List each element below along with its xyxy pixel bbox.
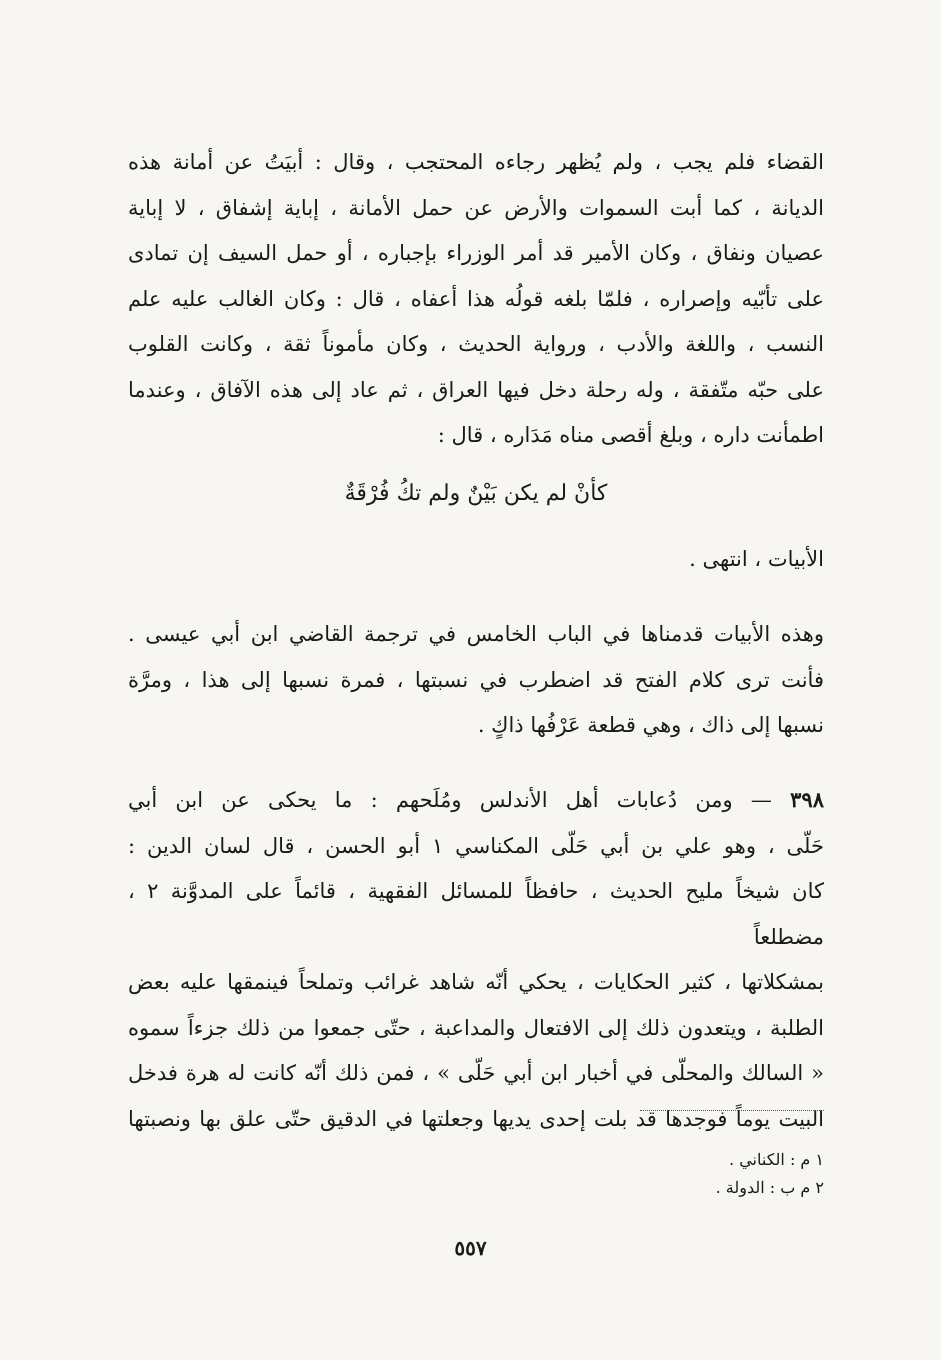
footnote-1: ١ م : الكناني . [729, 1150, 824, 1169]
text-line: عصيان ونفاق ، وكان الأمير قد أمر الوزراء بإجباره ، أو حمل السيف إن تمادى [128, 241, 825, 265]
text-line: النسب ، واللغة والأدب ، ورواية الحديث ، وكان مأموناً ثقة ، وكانت القلوب [128, 332, 824, 356]
paragraph-2 [128, 612, 824, 749]
text-line: « السالك والمحلّى في أخبار ابن أبي حَلّى » ، فمن ذلك أنّه كانت له هرة فدخل [128, 1061, 824, 1085]
text-line: القضاء فلم يجب ، ولم يُظهر رجاءه المحتجب ، وقال : أبيَتُ عن أمانة هذه [128, 150, 824, 174]
text-line: على تأبّيه وإصراره ، فلمّا بلغه قولُه هذا أعفاه ، قال : وكان الغالب عليه علم [128, 286, 824, 311]
text-line: اطمأنت داره ، وبلغ أقصى مناه مَدَاره ، قال : [437, 423, 824, 447]
page-number: ٥٥٧ [454, 1236, 487, 1260]
text-line: على حبّه متّفقة ، وله رحلة دخل فيها العراق ، ثم عاد إلى هذه الآفاق ، وعندما [128, 377, 824, 402]
paragraph-3 [128, 777, 824, 1142]
text-line: كان شيخاً مليح الحديث ، حافظاً للمسائل الفقهية ، قائماً على المدوَّنة ٢ ، مضطلعاً [128, 879, 824, 949]
text-line: الطلبة ، ويتعدون ذلك إلى الافتعال والمداعبة ، حتّى جمعوا من ذلك جزءاً سموه [128, 1015, 824, 1040]
text-fragment: — ومن دُعابات أهل الأندلس ومُلَحهم : ما يحكى عن ابن أبي [128, 788, 772, 812]
text-line: البيت يوماً فوجدها قد بلت إحدى يديها وجعلتها في الدقيق حتّى علق بها ونصبتها [128, 1106, 824, 1131]
text-line [128, 777, 824, 824]
entry-number: ٣٩٨ [790, 787, 824, 812]
text-line: وهذه الأبيات قدمناها في الباب الخامس في ترجمة القاضي ابن أبي عيسى . [128, 622, 824, 646]
footnote-2: ٢ م ب : الدولة . [715, 1178, 824, 1197]
text-line: حَلّى ، وهو علي بن أبي حَلّى المكناسي ١ أبو الحسن ، قال لسان الدين : [128, 833, 824, 858]
paragraph-1 [128, 140, 824, 459]
verse-line: كأنْ لم يكن بَيْنٌ ولم تكُ فُرْقَةٌ [344, 481, 608, 506]
text-line: الديانة ، كما أبت السموات والأرض عن حمل الأمانة ، إباية إشفاق ، لا إباية [128, 195, 824, 220]
footnote-divider [640, 1110, 824, 1111]
text-line: بمشكلاتها ، كثير الحكايات ، يحكي أنّه شاهد غرائب وتملحاً فينمقها عليه بعض [128, 970, 824, 994]
verse-ending: الأبيات ، انتهى . [689, 547, 824, 571]
text-line: فأنت ترى كلام الفتح قد اضطرب في نسبتها ، فمرة نسبها إلى هذا ، ومرَّة [128, 667, 824, 692]
text-line: نسبها إلى ذاك ، وهي قطعة عَرْفُها ذاكٍ . [477, 713, 824, 737]
footnotes [128, 1146, 824, 1202]
